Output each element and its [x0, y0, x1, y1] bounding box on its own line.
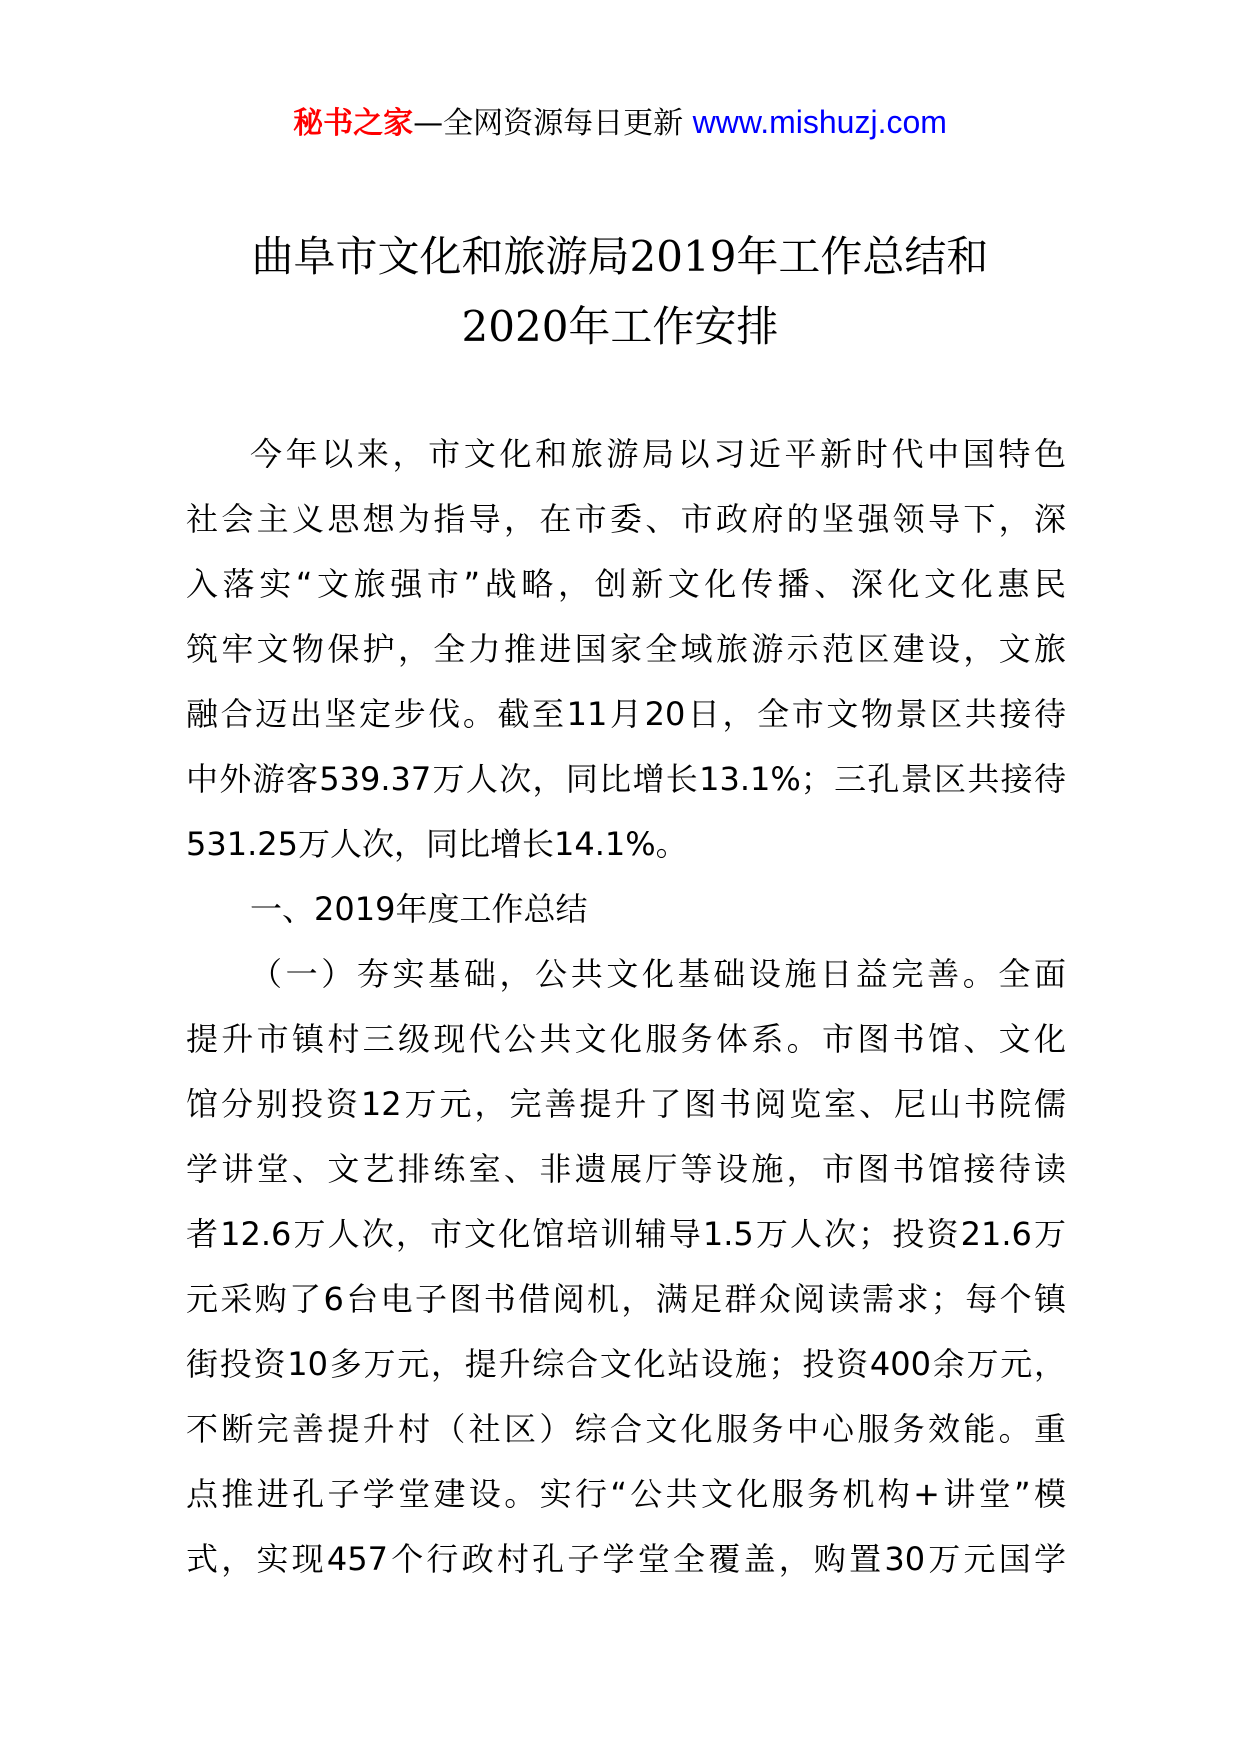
- paragraph-line: 社会主义思想为指导，在市委、市政府的坚强领导下，深: [186, 500, 1066, 538]
- paragraph-line: （一）夯实基础，公共文化基础设施日益完善。全面: [250, 955, 1066, 993]
- paragraph-line: 点推进孔子学堂建设。实行“公共文化服务机构+讲堂”模: [186, 1475, 1066, 1513]
- title-line-2: 2020年工作安排: [461, 302, 779, 351]
- paragraph-line: 元采购了6台电子图书借阅机，满足群众阅读需求；每个镇: [186, 1280, 1066, 1318]
- site-slogan: —全网资源每日更新: [413, 106, 693, 141]
- section-heading: 一、2019年度工作总结: [250, 890, 588, 928]
- paragraph-line: 馆分别投资12万元，完善提升了图书阅览室、尼山书院儒: [186, 1085, 1066, 1123]
- document-body: [186, 422, 1066, 1592]
- paragraph-line: 街投资10多万元，提升综合文化站设施；投资400余万元，: [186, 1345, 1066, 1383]
- site-header: [0, 100, 1240, 146]
- paragraph-line: 不断完善提升村（社区）综合文化服务中心服务效能。重: [186, 1410, 1066, 1448]
- paragraph-line: 提升市镇村三级现代公共文化服务体系。市图书馆、文化: [186, 1020, 1066, 1058]
- paragraph-line: 531.25万人次，同比增长14.1%。: [186, 825, 688, 863]
- paragraph-line: 融合迈出坚定步伐。截至11月20日，全市文物景区共接待: [186, 695, 1066, 733]
- site-url-link[interactable]: www.mishuzj.com: [692, 104, 947, 140]
- paragraph-line: 筑牢文物保护，全力推进国家全域旅游示范区建设，文旅: [186, 630, 1066, 668]
- site-brand: 秘书之家: [293, 106, 414, 141]
- paragraph-line: 式，实现457个行政村孔子学堂全覆盖，购置30万元国学: [186, 1540, 1066, 1578]
- paragraph-line: 中外游客539.37万人次，同比增长13.1%；三孔景区共接待: [186, 760, 1066, 798]
- paragraph-line: 学讲堂、文艺排练室、非遗展厅等设施，市图书馆接待读: [186, 1150, 1066, 1188]
- paragraph-line: 入落实“文旅强市”战略，创新文化传播、深化文化惠民: [186, 565, 1066, 603]
- title-line-1: 曲阜市文化和旅游局2019年工作总结和: [251, 232, 989, 281]
- paragraph-line: 今年以来，市文化和旅游局以习近平新时代中国特色: [250, 435, 1066, 473]
- paragraph-line: 者12.6万人次，市文化馆培训辅导1.5万人次；投资21.6万: [186, 1215, 1066, 1253]
- document-title: [0, 222, 1240, 362]
